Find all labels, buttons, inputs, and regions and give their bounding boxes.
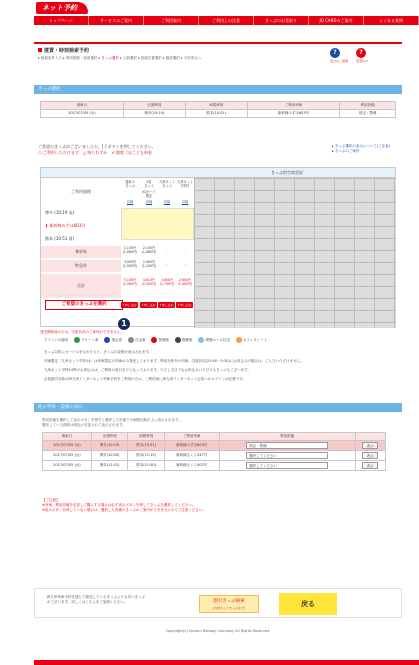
nav-item-guide[interactable]: ご利用案内 — [144, 16, 199, 25]
grid-empty-columns — [194, 178, 396, 328]
page-title-box — [34, 42, 402, 72]
footer-bar — [34, 660, 419, 665]
row2-seat-cell — [219, 451, 355, 461]
table-row[interactable] — [43, 451, 386, 461]
route-label: ご利用経路 — [71, 189, 91, 194]
row2-show-button[interactable]: 表示 — [362, 452, 378, 459]
cell-train: 新幹線みずほ603号 — [247, 110, 340, 118]
page-title: 運賃・時刻検索予約 — [38, 47, 89, 54]
col-date: 乗車日 — [41, 102, 124, 110]
route-train: ⬇ 新幹線みずほ603号 — [45, 223, 86, 228]
row2-seat-select[interactable]: 選択してください — [246, 452, 328, 459]
change-help-icon: ? — [356, 48, 366, 58]
legend-smoking-room: 喫煙ルーム付近 — [198, 337, 230, 343]
detail-link-net[interactable]: 詳細 — [163, 200, 171, 204]
cell-arr: 熊本(10:51) — [185, 110, 247, 118]
col-dep: 出発時刻 — [123, 102, 185, 110]
nav-item-jqcard[interactable]: JQ CARDのご案内 — [309, 16, 364, 25]
cell-seat: 指定・禁煙 — [340, 110, 396, 118]
step-1: 検索条件入力 — [40, 56, 62, 60]
row1-show-button[interactable]: 表示 — [362, 442, 378, 449]
row3-action — [355, 461, 385, 471]
caution-2: ※表示ボタンを押していない場合は、選択した設備のきっぷのご案内ができませんのでご注意ください。 — [42, 508, 206, 512]
availability-head — [41, 168, 395, 178]
fare-row-label-total: 合計 — [41, 274, 121, 298]
row3-seat-cell — [219, 461, 355, 471]
other-trains-table — [42, 432, 386, 471]
caution-title: 【ご注意】 — [42, 498, 60, 502]
col-head-normal[interactable]: 通常の きっぷ — [125, 180, 135, 188]
copyright: Copyright(C) Kyushu Railway Company All Rights Reserved. — [165, 629, 271, 633]
fare-total-2mai: 4,610円 (2,300円) — [141, 278, 157, 286]
step-4: 人数選択 — [122, 56, 137, 60]
site-logo-text: ネット予約 — [42, 4, 77, 12]
fare-total-net: 3,600円 (1,790円) — [159, 278, 175, 286]
legend-note-1: きっぷ名称にカーソルを合わせると、きっぷの説明が表示されます。 — [44, 350, 153, 354]
selected-train-table — [40, 101, 396, 118]
legend-note-2: 列車限定「九州ネット早特14」は列車限定の列車のみ発売しております。利用対象外の列車、空席状況(23:00〜5:30)にお申込みの場合は、ご入力いただけません。 — [44, 359, 304, 363]
row2-action — [355, 451, 385, 461]
legend-note-3: 九州ネット早特14等のお申込みは、ご利用の前日までとなっております。ただし当日でもお申込みいただけるきっぷもございます。 — [44, 368, 251, 372]
fare-ticket-net: - — [166, 248, 168, 252]
row1-dep: 博多(10:19) — [91, 441, 128, 451]
table-row — [41, 110, 396, 118]
fare-express-net: - — [166, 262, 168, 266]
step-7: 予約申込へ — [183, 56, 202, 60]
other-col-action — [355, 433, 385, 441]
col-head-net[interactable]: 九州ネット きっぷ — [159, 180, 175, 188]
row3-seat-select[interactable]: 選択してください — [246, 462, 328, 469]
cell-date: 2017/07/05 (水) — [41, 110, 124, 118]
icon-legend — [44, 337, 394, 343]
back-button[interactable]: 戻る — [279, 593, 337, 615]
help-area — [330, 48, 368, 63]
other-trains-section — [34, 403, 402, 519]
help-display[interactable] — [330, 48, 348, 63]
fare-total-normal: 5,130円 (2,560円) — [122, 278, 138, 286]
legend-note-4: 会員割引対象のJR九州インターネット列車予約をご利用の方は、ご利用前にJR九州インターネット会員へのログインが必要です。 — [44, 377, 246, 381]
other-col-seat: 利用設備 — [219, 433, 355, 441]
global-nav — [34, 16, 419, 25]
table-row[interactable] — [43, 461, 386, 471]
apply-button-normal[interactable]: ↑申し込む — [122, 303, 137, 307]
step-3-current: きっぷ選択 — [101, 56, 119, 60]
row1-train: 新幹線みずほ603号 — [164, 441, 219, 451]
row1-action — [355, 441, 385, 451]
fare-ticket-2mai: 2,130円 (1,060円) — [141, 246, 157, 254]
row3-date: 2017/07/05 (水) — [43, 461, 92, 471]
fare-ticket-hayatoku: - — [184, 248, 186, 252]
availability-cells — [121, 208, 194, 240]
row3-train: 新幹線さくら407号 — [164, 461, 219, 471]
help-label: 表示のご説明 — [329, 59, 348, 63]
other-col-arr: 到着時刻 — [128, 433, 165, 441]
other-col-train: ご利用列車 — [164, 433, 219, 441]
col-train: ご利用列車 — [247, 102, 340, 110]
fare-total-hayatoku: 2,600円 (1,400円) — [177, 278, 193, 286]
other-caution — [42, 498, 206, 513]
nav-item-service[interactable]: サービスのご案内 — [89, 16, 144, 25]
select-ticket-label: ご希望のきっぷを選択 — [45, 300, 123, 310]
col-arr: 到着時刻 — [185, 102, 247, 110]
bottom-actions — [34, 588, 402, 618]
other-desc — [42, 418, 182, 428]
other-col-dep: 出発時刻 — [91, 433, 128, 441]
link-ticket-guide[interactable]: ▸ きっぷのご案内 — [332, 149, 360, 153]
discount-search-button[interactable] — [199, 595, 259, 613]
other-col-date: 乗車日 — [43, 433, 92, 441]
row2-dep: 博多(10:26) — [91, 451, 128, 461]
detail-link-normal[interactable]: 詳細 — [126, 200, 134, 204]
route-start: 博多 (10:19 発) — [45, 210, 75, 215]
change-help-label: 変更の方 — [355, 59, 368, 63]
legend-notes — [44, 348, 394, 384]
nav-item-pickup[interactable]: きっぷのお受取り — [254, 16, 309, 25]
row2-date: 2017/07/05 (水) — [43, 451, 92, 461]
help-icon: ? — [330, 48, 340, 58]
row1-seat-cell — [219, 441, 355, 451]
site-logo[interactable] — [36, 2, 88, 14]
col-head-hayatoku[interactable]: 九州ネット 早特3 — [177, 180, 193, 188]
nav-item-faq[interactable]: よくある質問 — [364, 16, 419, 25]
apply-button-net[interactable]: ↑申し込む — [159, 303, 174, 307]
availability-head-label: きっぷ別空席状況 — [271, 170, 303, 175]
annotation-marker: 1 — [118, 318, 130, 330]
step-breadcrumb: ▸ 検索条件入力 ▸ 利用経路・座席選択 ▸ きっぷ選択 ▸ 人数選択 ▸ 座席位置選択 ▸ 確認選択 ▸ 予約申込へ — [38, 56, 202, 60]
detail-link-hayatoku[interactable]: 詳細 — [181, 200, 189, 204]
legend-title: アイコンの説明 — [44, 337, 69, 342]
row2-arr: 熊本(11:19) — [128, 451, 165, 461]
row3-show-button[interactable]: 表示 — [362, 462, 378, 469]
legend-smoking: 喫煙席 — [175, 337, 193, 343]
apply-button-hayatoku[interactable]: ↑申し込む — [177, 303, 192, 307]
legend-office: オフィスシート — [236, 337, 267, 343]
fare-row-label-express: 特急券 — [41, 260, 121, 272]
route-end: 熊本 (10:51 着) — [45, 236, 75, 241]
discount-search-label: 割引きっぷ検索 — [213, 599, 245, 604]
ticket-links — [332, 144, 390, 154]
ticket-section-heading: きっぷ選択 — [34, 85, 402, 94]
nav-item-caution[interactable]: ご利用上の注意 — [199, 16, 254, 25]
link-display-caution[interactable]: ▸ きっぷ選択の表示について(ご注意) — [332, 144, 391, 148]
fare-ticket-normal: 2,130円 (1,060円) — [122, 246, 138, 254]
col-seat: 利用設備 — [340, 102, 396, 110]
fare-row-label-ticket: 乗車券 — [41, 246, 121, 258]
caution-1: ※列車、利用設備を変更して購入する場合は必ず表示ボタンを押してきっぷを選択してください。 — [42, 503, 196, 507]
bottom-note: JR九州列車予約を通じて販売しているきっぷよりも安いきっぷがございます。詳しくはこちらをご参照ください。 — [47, 595, 145, 604]
sale-warning: 発売開始前のため、空席状況のご案内ができません。 — [40, 330, 125, 334]
row1-arr: 熊本(10:51) — [128, 441, 165, 451]
step-2: 利用経路・座席選択 — [65, 56, 98, 60]
other-desc-1: 利用設備を選択して表示ボタンを押すと選択した設備での価格比較が上に表示されます。 — [42, 418, 182, 422]
availability-grid — [40, 167, 396, 327]
other-desc-2: 選択している経路は黄色が変更されて表示されます。 — [42, 423, 126, 427]
legend-nonsmoking: 禁煙席 — [151, 337, 169, 343]
nav-item-top[interactable]: トップページ — [34, 16, 89, 25]
table-row[interactable] — [43, 441, 386, 451]
row3-dep: 博多(11:01) — [91, 461, 128, 471]
fare-express-hayatoku: - — [184, 262, 186, 266]
legend-reserved: 指定席 — [104, 337, 122, 343]
apply-button-2mai[interactable]: ↑申し込む — [141, 303, 156, 307]
step-6: 確認選択 — [165, 56, 180, 60]
ticket-note-1: ご希望のきっぷがございましたら、[ ] ボタンを押してください。 — [38, 144, 156, 149]
discount-search-sub: (九州ネットきっぷなど) — [212, 606, 246, 610]
ticket-notes — [38, 144, 298, 156]
step-5: 座席位置選択 — [140, 56, 162, 60]
legend-green: グリーン車 — [74, 337, 98, 343]
row1-date: 2017/07/05 (水) — [43, 441, 92, 451]
row1-seat-select[interactable]: 指定・禁煙 — [246, 442, 328, 449]
other-trains-heading: 他の列車・設備の表示 — [34, 403, 402, 412]
cell-dep: 博多(10:19) — [123, 110, 185, 118]
legend-free: 自由席 — [128, 337, 146, 343]
detail-link-2mai[interactable]: 詳細 — [145, 200, 153, 204]
fare-express-2mai: 2,400円 (1,240円) — [141, 260, 157, 268]
route-train-name: 新幹線みずほ603号 — [49, 223, 86, 228]
help-change[interactable] — [356, 48, 368, 63]
fare-express-normal: 3,000円 (1,500円) — [122, 260, 138, 268]
jq-card-label: JQカード 限定 — [142, 190, 156, 198]
row2-train: 新幹線さくら547号 — [164, 451, 219, 461]
ticket-note-2: ○:ご利用いただけます △:残りわずか ×:満席（ほこども料金 — [38, 150, 152, 155]
row3-arr: 熊本(11:50) — [128, 461, 165, 471]
col-head-2mai[interactable]: 2枚 きっぷ — [144, 180, 154, 188]
